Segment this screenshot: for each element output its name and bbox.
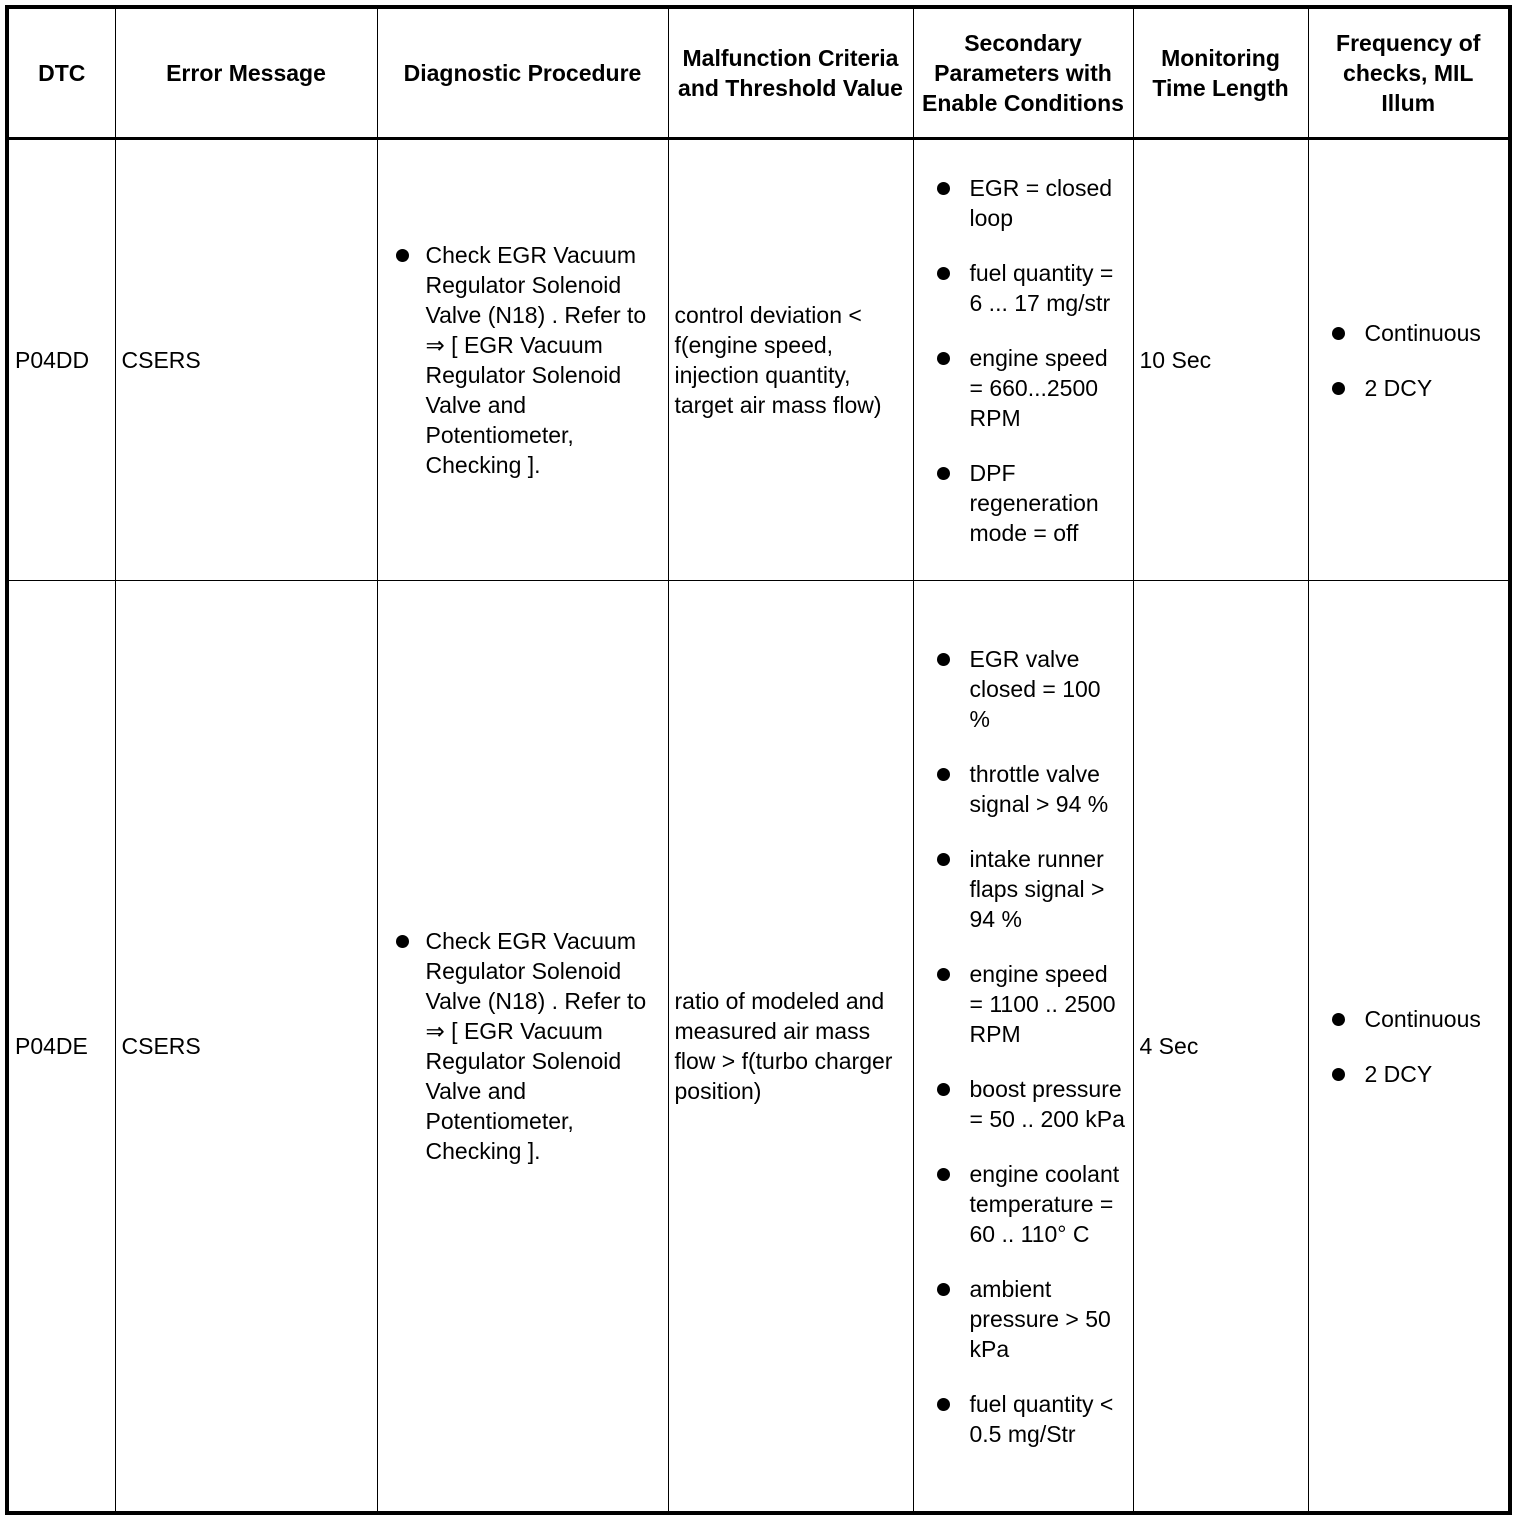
secondary-text: fuel quantity = 6 ... 17 mg/str [969,259,1114,316]
secondary-text: EGR = closed loop [969,174,1113,231]
procedure-text: Check EGR Vacuum Regulator Solenoid Valve (N18) . Refer to ⇒ [ EGR Vacuum Regulator Solenoid Valve and Potentiometer, Checking ]. [425,242,647,478]
list-item [1315,318,1503,348]
frequency-text: Continuous [1364,319,1481,346]
list-item [920,1074,1127,1134]
list-item [920,759,1127,819]
secondary-text: throttle valve signal > 94 % [969,760,1109,817]
frequency-text: Continuous [1364,1005,1481,1032]
secondary-text: boost pressure = 50 .. 200 kPa [969,1075,1125,1132]
list-item [1315,373,1503,403]
bullet-icon [937,182,950,195]
secondary-text: intake runner flaps signal > 94 % [969,845,1105,932]
list-item [920,644,1127,734]
header-dtc: DTC [7,7,115,139]
cell-dtc: P04DE [7,581,115,1514]
header-row [7,7,1510,139]
list-item [920,458,1127,548]
secondary-text: engine coolant temperature = 60 .. 110° C [969,1160,1120,1247]
bullet-icon [937,768,950,781]
table-row [7,581,1510,1514]
header-frequency: Frequency of checks, MIL Illum [1308,7,1510,139]
secondary-text: engine speed = 1100 .. 2500 RPM [969,960,1116,1047]
secondary-text: DPF regeneration mode = off [969,459,1099,546]
dtc-table [5,5,1512,1515]
list-item [1315,1004,1503,1034]
cell-frequency [1308,139,1510,581]
secondary-list [920,644,1127,1449]
bullet-icon [937,267,950,280]
procedure-list [384,926,662,1166]
list-item [1315,1059,1503,1089]
cell-malfunction-criteria: ratio of modeled and measured air mass flow > f(turbo charger position) [668,581,913,1514]
header-monitoring-time: Monitoring Time Length [1133,7,1308,139]
list-item [920,173,1127,233]
bullet-icon [1332,327,1345,340]
bullet-icon [937,968,950,981]
cell-secondary-parameters [913,139,1133,581]
bullet-icon [1332,1068,1345,1081]
list-item [920,959,1127,1049]
bullet-icon [937,352,950,365]
frequency-list [1315,1004,1503,1089]
bullet-icon [1332,382,1345,395]
list-item [384,240,662,480]
cell-frequency [1308,581,1510,1514]
cell-dtc: P04DD [7,139,115,581]
secondary-text: EGR valve closed = 100 % [969,645,1101,732]
bullet-icon [937,653,950,666]
procedure-text: Check EGR Vacuum Regulator Solenoid Valve (N18) . Refer to ⇒ [ EGR Vacuum Regulator Solenoid Valve and Potentiometer, Checking ]. [425,928,647,1164]
list-item [920,343,1127,433]
header-error-message: Error Message [115,7,377,139]
secondary-list [920,173,1127,548]
bullet-icon [937,1283,950,1296]
cell-secondary-parameters [913,581,1133,1514]
secondary-text: ambient pressure > 50 kPa [969,1275,1111,1362]
list-item [920,1159,1127,1249]
secondary-text: engine speed = 660...2500 RPM [969,344,1108,431]
bullet-icon [937,1083,950,1096]
list-item [920,844,1127,934]
bullet-icon [396,249,409,262]
list-item [384,926,662,1166]
cell-error-message: CSERS [115,139,377,581]
list-item [920,258,1127,318]
frequency-list [1315,318,1503,403]
bullet-icon [937,1398,950,1411]
cell-malfunction-criteria: control deviation < f(engine speed, injection quantity, target air mass flow) [668,139,913,581]
header-malfunction-criteria: Malfunction Criteria and Threshold Value [668,7,913,139]
header-secondary-parameters: Secondary Parameters with Enable Conditions [913,7,1133,139]
procedure-list [384,240,662,480]
cell-monitoring-time: 10 Sec [1133,139,1308,581]
list-item [920,1274,1127,1364]
header-diagnostic-procedure: Diagnostic Procedure [377,7,668,139]
bullet-icon [937,467,950,480]
secondary-text: fuel quantity < 0.5 mg/Str [969,1390,1114,1447]
frequency-text: 2 DCY [1364,1060,1433,1087]
bullet-icon [937,1168,950,1181]
list-item [920,1389,1127,1449]
table-row [7,139,1510,581]
bullet-icon [937,853,950,866]
cell-diagnostic-procedure [377,581,668,1514]
bullet-icon [1332,1013,1345,1026]
bullet-icon [396,935,409,948]
cell-diagnostic-procedure [377,139,668,581]
cell-monitoring-time: 4 Sec [1133,581,1308,1514]
frequency-text: 2 DCY [1364,374,1433,401]
cell-error-message: CSERS [115,581,377,1514]
